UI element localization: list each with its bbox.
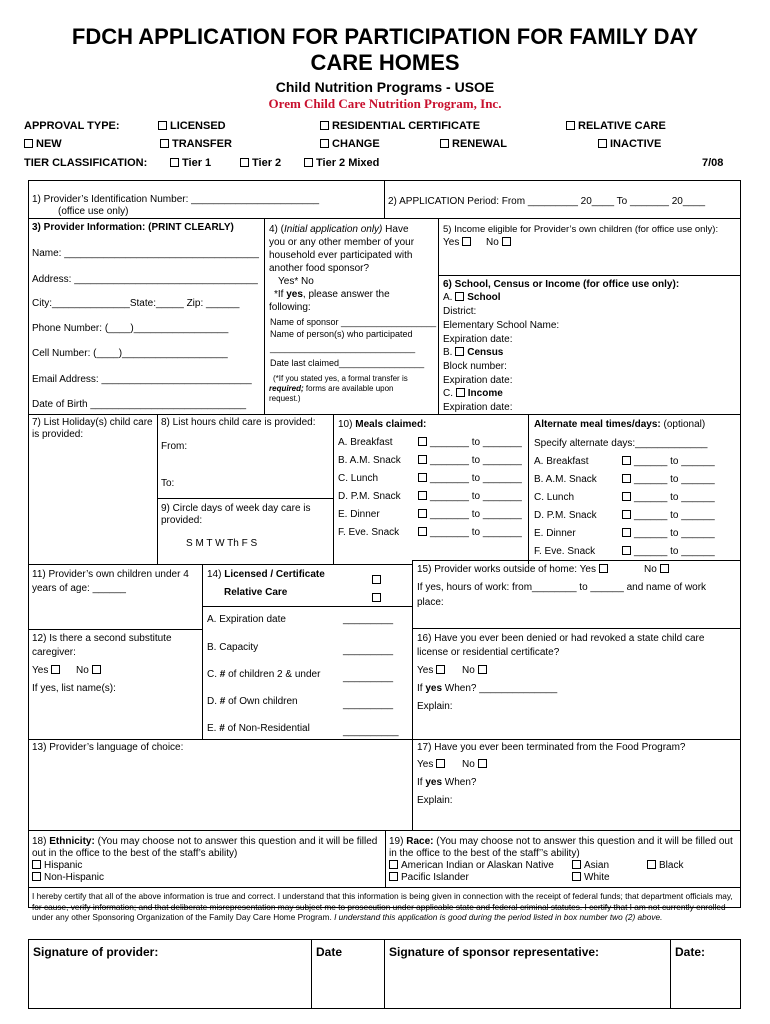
sponsor-signature-date-field[interactable]: Date: (675, 945, 706, 959)
provider-dob-field[interactable]: Date of Birth ____________________________ (32, 399, 247, 410)
checkbox-icon (320, 139, 329, 148)
black-option[interactable]: Black (647, 860, 683, 872)
checkbox-icon (455, 347, 464, 356)
divider (384, 939, 385, 1009)
alt-meal-time-slot[interactable]: ______ to ______ (622, 510, 715, 522)
checkbox-icon (372, 593, 381, 602)
divider (412, 560, 741, 561)
checkbox-icon (32, 860, 41, 869)
transfer-note-line-1: (*If you stated yes, a formal transfer is (273, 374, 408, 383)
q10-title: 10) Meals claimed: (338, 419, 427, 430)
divider (528, 414, 529, 564)
checkbox-icon (418, 437, 427, 446)
pacific-islander-option[interactable]: Pacific Islander (389, 872, 469, 884)
hours-to-field[interactable]: To: (161, 478, 175, 489)
q4-line-1: 4) (Initial application only) Have (269, 224, 409, 235)
provider-signature-date-field[interactable]: Date (316, 945, 343, 959)
q16-when-field[interactable]: If yes When? ______________ (417, 683, 558, 694)
divider (311, 939, 312, 1009)
checkbox-icon (32, 872, 41, 881)
q15-no-option[interactable]: No (644, 564, 672, 576)
inactive-option[interactable]: INACTIVE (598, 138, 661, 150)
q14-title: 14) Licensed / Certificate (207, 569, 325, 580)
transfer-note-line-2: required; forms are available upon (269, 384, 394, 393)
american-indian-option[interactable]: American Indian or Alaskan Native (389, 860, 554, 872)
expiration-date-field[interactable]: _________ (343, 614, 394, 625)
checkbox-icon (440, 139, 449, 148)
checkbox-icon (622, 456, 631, 465)
checkbox-icon (598, 139, 607, 148)
divider (28, 564, 412, 565)
school-expiration-label: Expiration date: (443, 334, 513, 345)
meal-row[interactable]: A. Breakfast (338, 437, 393, 448)
q11-line-1: 11) Provider’s own children under 4 (32, 569, 189, 580)
meal-row[interactable]: D. P.M. Snack (338, 491, 401, 502)
divider (28, 414, 741, 415)
divider (202, 564, 203, 739)
form-date: 7/08 (702, 157, 724, 169)
capacity-label: B. Capacity (207, 642, 259, 653)
checkbox-icon (502, 237, 511, 246)
q9-days-line-1: 9) Circle days of week day care is (161, 503, 311, 514)
divider (157, 498, 333, 499)
checkbox-icon (418, 455, 427, 464)
census-option[interactable]: B. Census (443, 347, 504, 358)
hispanic-option[interactable]: Hispanic (32, 860, 82, 872)
q4-line-4: another food sponsor? (269, 263, 370, 274)
checkbox-icon (478, 759, 487, 768)
alt-meal-row: E. Dinner (534, 528, 576, 539)
divider (670, 939, 671, 1009)
census-expiration-label: Expiration date: (443, 375, 513, 386)
q16-line-1: 16) Have you ever been denied or had revoked a state child care (417, 633, 705, 644)
tier-2-option[interactable]: Tier 2 (240, 157, 281, 169)
q5-yes-option[interactable]: Yes (443, 237, 474, 249)
transfer-option[interactable]: TRANSFER (160, 138, 232, 150)
alt-meal-row: F. Eve. Snack (534, 546, 596, 557)
divider (385, 830, 386, 887)
renewal-option[interactable]: RENEWAL (440, 138, 507, 150)
divider (384, 180, 385, 218)
children-2-under-field[interactable]: _________ (343, 672, 394, 683)
white-option[interactable]: White (572, 872, 610, 884)
alt-meal-row: A. Breakfast (534, 456, 589, 467)
meal-time-slot[interactable]: _______ to _______ (418, 473, 522, 485)
alternate-meal-title: Alternate meal times/days: (optional) (534, 419, 706, 430)
block-number-label: Block number: (443, 361, 507, 372)
date-last-claimed-field[interactable]: Date last claimed_________________ (270, 358, 425, 368)
non-residential-field[interactable]: __________ (343, 726, 399, 737)
meal-row[interactable]: C. Lunch (338, 473, 379, 484)
q4-line-3: household ever participated with (269, 250, 413, 261)
checkbox-icon (158, 121, 167, 130)
persons-participated-field[interactable]: _____________________________ (270, 343, 416, 353)
meal-time-slot[interactable]: _______ to _______ (418, 509, 522, 521)
checkbox-icon (622, 474, 631, 483)
checkbox-icon (160, 139, 169, 148)
transfer-note-line-3: request.) (269, 394, 301, 403)
provider-id-field[interactable]: 1) Provider’s Identification Number: _______________________ (32, 194, 320, 205)
checkbox-icon (240, 158, 249, 167)
meal-row[interactable]: E. Dinner (338, 509, 380, 520)
divider (412, 628, 741, 629)
income-expiration-label: Expiration date: (443, 402, 513, 413)
checkbox-icon (478, 665, 487, 674)
title-line-1: FDCH APPLICATION FOR PARTICIPATION FOR FAMILY DAY (71, 24, 699, 49)
provider-name-field[interactable]: Name: ___________________________________ (32, 248, 259, 259)
work-place-label: place: (417, 597, 444, 608)
asian-option[interactable]: Asian (572, 860, 609, 872)
non-hispanic-option[interactable]: Non-Hispanic (32, 872, 104, 884)
provider-info-title: 3) Provider Information: (PRINT CLEARLY) (32, 222, 234, 233)
meal-time-slot[interactable]: _______ to _______ (418, 527, 522, 539)
district-label: District: (443, 306, 477, 317)
relative-care-label: Relative Care (224, 587, 288, 598)
q15-works-outside[interactable]: 15) Provider works outside of home: Yes (417, 564, 611, 576)
checkbox-icon (51, 665, 60, 674)
q9-days-line-2: provided: (161, 515, 203, 526)
tier-2-mixed-option[interactable]: Tier 2 Mixed (304, 157, 379, 169)
children-2-under-label: C. # of children 2 & under (207, 669, 321, 680)
divider (438, 275, 741, 276)
checkbox-icon (170, 158, 179, 167)
alt-meal-time-slot[interactable]: ______ to ______ (622, 546, 715, 558)
provider-address-field[interactable]: Address: _________________________________ (32, 274, 258, 285)
hours-from-field[interactable]: From: (161, 441, 188, 452)
sponsor-signature-field[interactable]: Signature of sponsor representative: (389, 945, 600, 959)
tier-classification-label: TIER CLASSIFICATION: (24, 157, 148, 169)
new-option[interactable]: NEW (24, 138, 62, 150)
alt-meal-row: B. A.M. Snack (534, 474, 597, 485)
checkbox-icon (572, 872, 581, 881)
checkbox-icon (660, 564, 669, 573)
checkbox-icon (647, 860, 656, 869)
non-residential-label: E. # of Non-Residential (207, 723, 310, 734)
q18-ethnicity: 18) Ethnicity: (You may choose not to answer this question and it will be filled (32, 836, 378, 847)
provider-signature-field[interactable]: Signature of provider: (33, 945, 159, 959)
sponsor-name-field[interactable]: Name of sponsor ___________________ (270, 317, 437, 327)
organization-name: Orem Child Care Nutrition Program, Inc. (268, 96, 502, 111)
checkbox-icon (455, 292, 464, 301)
divider (412, 560, 413, 830)
checkbox-icon (622, 492, 631, 501)
divider (28, 629, 202, 630)
checkbox-icon (389, 872, 398, 881)
q19-race: 19) Race: (You may choose not to answer this question and it will be filled out (389, 836, 733, 847)
checkbox-icon (622, 510, 631, 519)
checkbox-icon (320, 121, 329, 130)
work-hours-field[interactable]: If yes, hours of work: from________ to ______ and name of work (417, 582, 707, 593)
alt-meal-row: D. P.M. Snack (534, 510, 597, 521)
q12-line-2: caregiver: (32, 647, 76, 658)
checkbox-icon (462, 237, 471, 246)
q17-no-option[interactable]: No (462, 759, 490, 771)
q16-yes-option[interactable]: Yes (417, 665, 448, 677)
persons-participated-label: Name of person(s) who participated (270, 329, 413, 339)
relative-care-checkbox[interactable] (372, 588, 384, 606)
income-option[interactable]: C. Income (443, 388, 503, 399)
q18-ethnicity-line-2: out in the office to the best of the staff’s ability) (32, 848, 238, 859)
checkbox-icon (24, 139, 33, 148)
alt-meal-time-slot[interactable]: ______ to ______ (622, 528, 715, 540)
checkbox-icon (456, 388, 465, 397)
q6-title: 6) School, Census or Income (for office use only): (443, 279, 680, 290)
divider (28, 739, 741, 740)
q7-holidays-line-1: 7) List Holiday(s) child care (32, 417, 153, 428)
q16-explain-field[interactable]: Explain: (417, 701, 453, 712)
q8-hours: 8) List hours child care is provided: (161, 417, 316, 428)
checkbox-icon (572, 860, 581, 869)
subtitle: Child Nutrition Programs - USOE (275, 79, 495, 95)
q17-explain-field[interactable]: Explain: (417, 795, 453, 806)
q7-holidays-line-2: is provided: (32, 429, 84, 440)
q4-if-yes-line-2: following: (269, 302, 311, 313)
divider (28, 218, 741, 219)
checkbox-icon (436, 759, 445, 768)
title-line-2: CARE HOMES (310, 50, 460, 75)
checkbox-icon (304, 158, 313, 167)
q12-no-option[interactable]: No (76, 665, 104, 677)
application-period-field[interactable]: 2) APPLICATION Period: From _________ 20____ To _______ 20____ (388, 196, 706, 207)
approval-type-label: APPROVAL TYPE: (24, 120, 120, 132)
q4-line-2: you or any other member of your (269, 237, 415, 248)
checkbox-icon (418, 527, 427, 536)
alt-meal-time-slot[interactable]: ______ to ______ (622, 474, 715, 486)
elementary-school-label: Elementary School Name: (443, 320, 560, 331)
divider (438, 218, 439, 414)
checkbox-icon (566, 121, 575, 130)
q19-race-line-2: in the office to the best of the staff’’s ability) (389, 848, 580, 859)
q17-terminated: 17) Have you ever been terminated from the Food Program? (417, 742, 686, 753)
certification-statement: I hereby certify that all of the above information is true and correct. I understand that this information is being given in connection with the receipt of federal funds; that department officials may, for cause, verify information; and that deliberate misrepresentation may subject me to prosecution under applicable state and federal criminal statutes. I certify that I am not currently enrolled under any other Sponsoring Organization of the Family Day Care Home Program. I understand this application is good during the period listed in box number two (2) above. (32, 891, 733, 922)
checkbox-icon (599, 564, 608, 573)
meal-time-slot[interactable]: _______ to _______ (418, 455, 522, 467)
q17-yes-option[interactable]: Yes (417, 759, 448, 771)
office-use-note: (office use only) (58, 206, 129, 217)
checkbox-icon (418, 473, 427, 482)
licensed-certificate-checkbox[interactable] (372, 570, 384, 588)
own-children-label: D. # of Own children (207, 696, 298, 707)
q5-no-option[interactable]: No (486, 237, 514, 249)
provider-city-state-zip-field[interactable]: City:______________State:_____ Zip: ______ (32, 298, 240, 309)
divider (157, 414, 158, 564)
q12-yes-option[interactable]: Yes (32, 665, 63, 677)
checkbox-icon (418, 491, 427, 500)
alternate-days-field[interactable]: Specify alternate days:_____________ (534, 438, 708, 449)
school-option[interactable]: A. School (443, 292, 501, 303)
provider-phone-field[interactable]: Phone Number: (____)_________________ (32, 323, 229, 334)
provider-cell-field[interactable]: Cell Number: (____)___________________ (32, 348, 228, 359)
q16-no-option[interactable]: No (462, 665, 490, 677)
checkbox-icon (622, 528, 631, 537)
days-of-week[interactable]: S M T W Th F S (186, 538, 258, 549)
checkbox-icon (418, 509, 427, 518)
relative-care-option[interactable]: RELATIVE CARE (566, 120, 666, 132)
residential-certificate-option[interactable]: RESIDENTIAL CERTIFICATE (320, 120, 480, 132)
q13-language[interactable]: 13) Provider’s language of choice: (32, 742, 184, 753)
checkbox-icon (622, 546, 631, 555)
meal-row[interactable]: F. Eve. Snack (338, 527, 400, 538)
licensed-option[interactable]: LICENSED (158, 120, 226, 132)
q4-if-yes: *If yes, please answer the (274, 289, 390, 300)
divider (264, 218, 265, 414)
checkbox-icon (389, 860, 398, 869)
checkbox-icon (436, 665, 445, 674)
alt-meal-row: C. Lunch (534, 492, 575, 503)
provider-email-field[interactable]: Email Address: ___________________________ (32, 374, 252, 385)
q16-line-2: license or residential certificate? (417, 647, 560, 658)
q4-yes-no[interactable]: Yes* No (278, 276, 314, 287)
meal-time-slot[interactable]: _______ to _______ (418, 491, 522, 503)
q12-line-1: 12) Is there a second substitute (32, 633, 172, 644)
expiration-date-label: A. Expiration date (207, 614, 286, 625)
divider (28, 887, 741, 888)
meal-row[interactable]: B. A.M. Snack (338, 455, 401, 466)
alt-meal-time-slot[interactable]: ______ to ______ (622, 456, 715, 468)
own-children-field[interactable]: _________ (343, 699, 394, 710)
alt-meal-time-slot[interactable]: ______ to ______ (622, 492, 715, 504)
q17-when-field[interactable]: If yes When? (417, 777, 477, 788)
own-children-under-4-field[interactable]: years of age: ______ (32, 583, 126, 594)
divider (333, 414, 334, 564)
q5-income-eligible: 5) Income eligible for Provider’s own children (for office use only): (443, 224, 719, 235)
capacity-field[interactable]: _________ (343, 645, 394, 656)
substitute-names-field[interactable]: If yes, list name(s): (32, 683, 116, 694)
checkbox-icon (372, 575, 381, 584)
checkbox-icon (92, 665, 101, 674)
divider (202, 606, 412, 607)
page-title (0, 24, 770, 76)
change-option[interactable]: CHANGE (320, 138, 380, 150)
tier-1-option[interactable]: Tier 1 (170, 157, 211, 169)
meal-time-slot[interactable]: _______ to _______ (418, 437, 522, 449)
